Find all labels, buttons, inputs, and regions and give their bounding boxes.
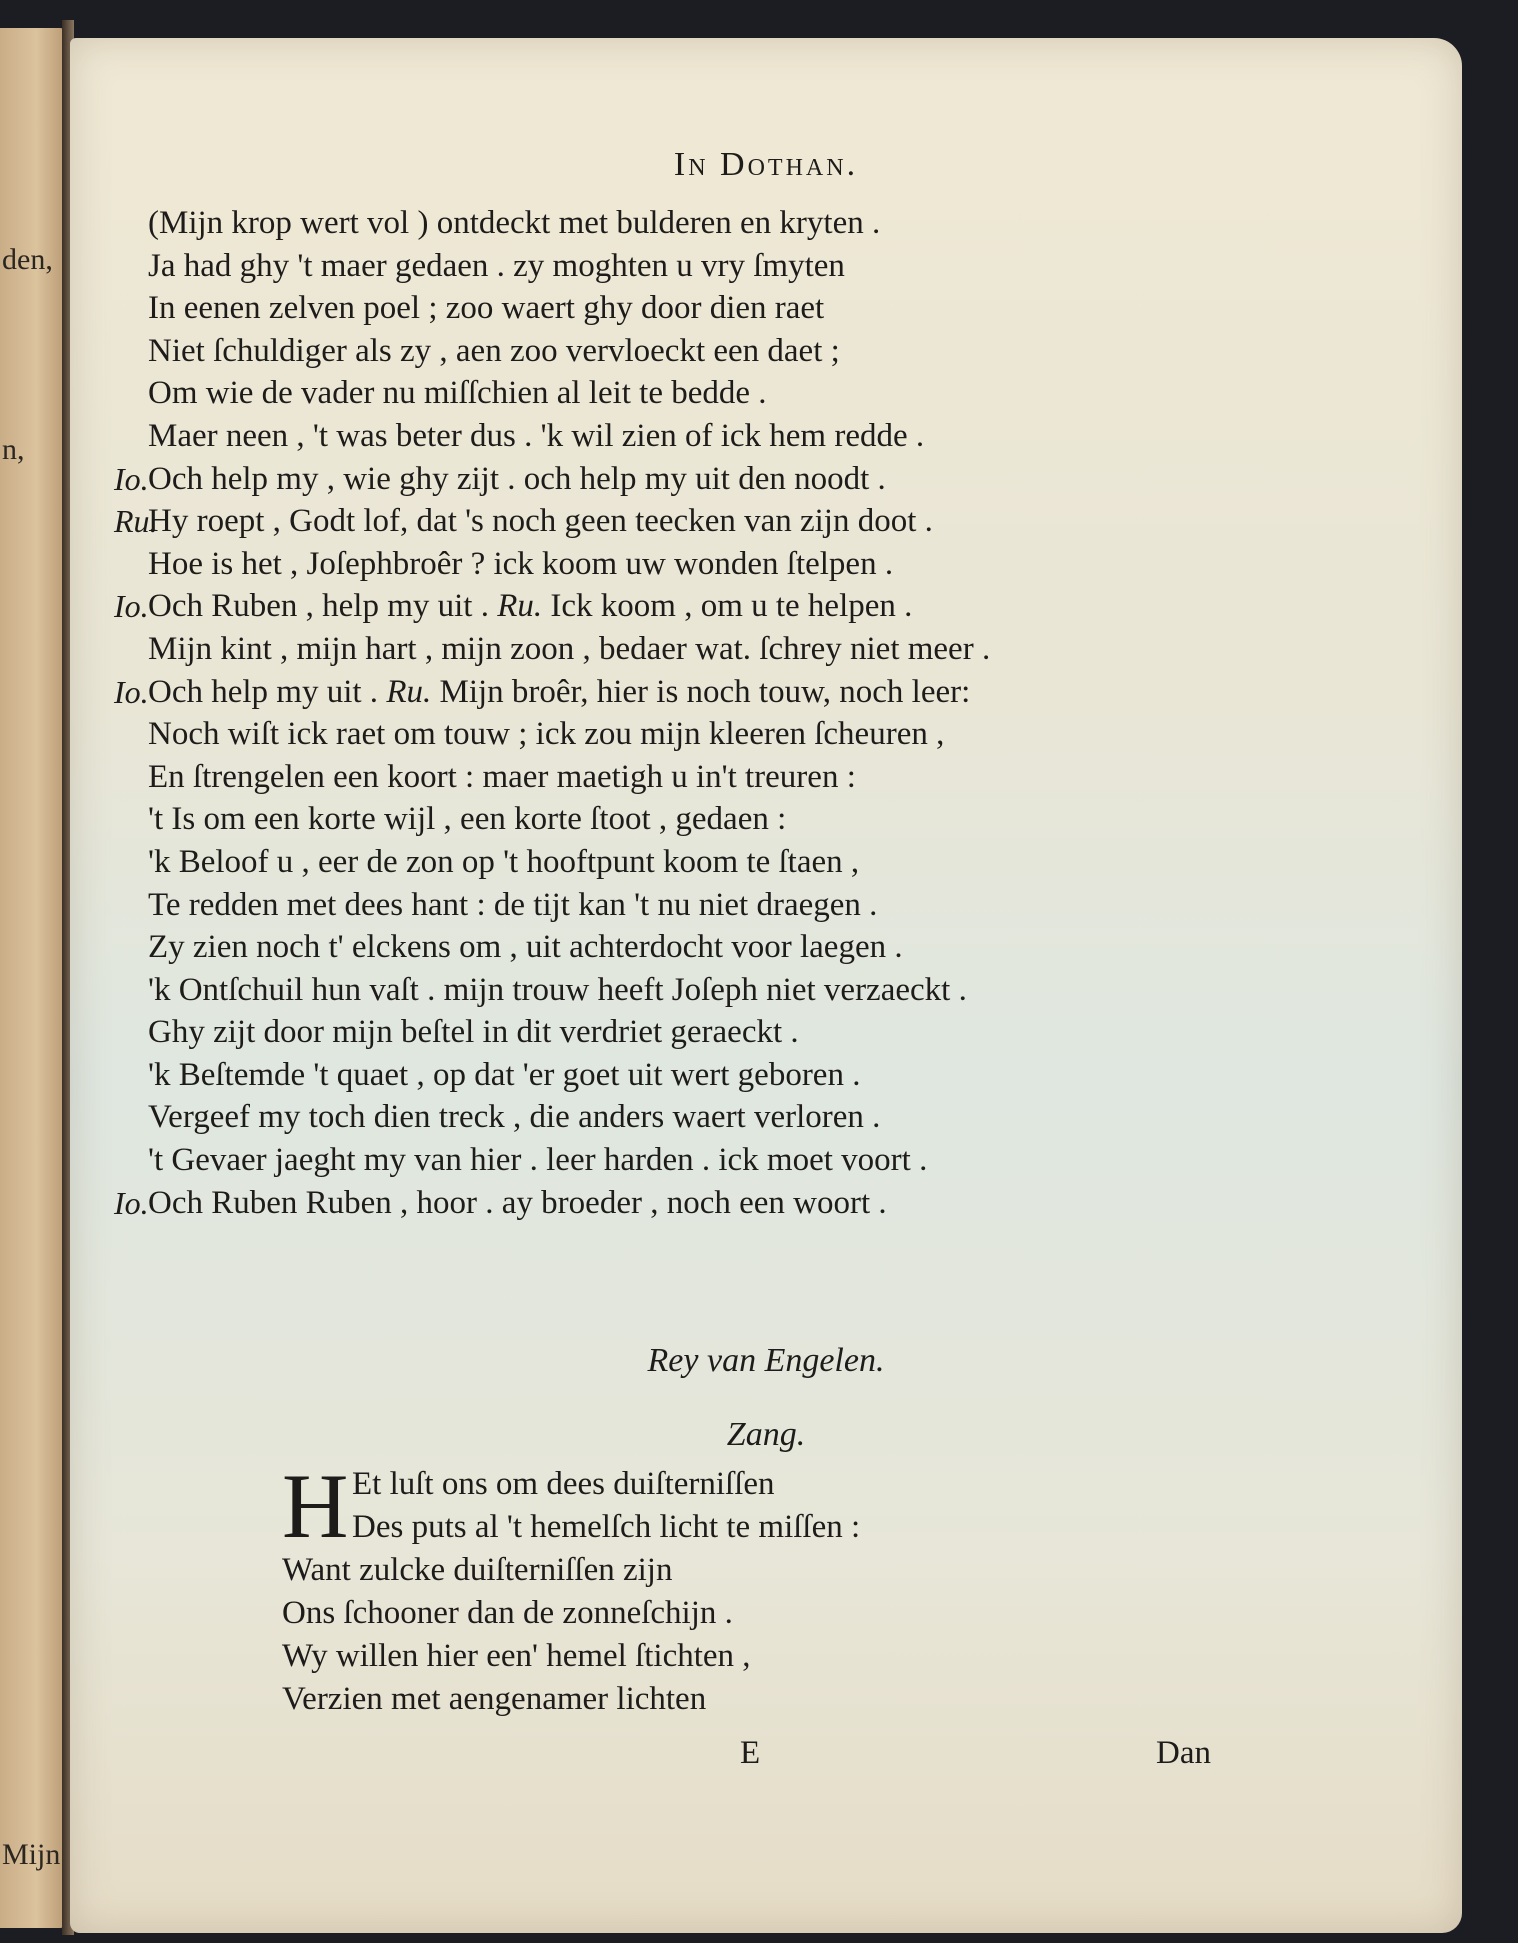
verse-text: 't Is om een korte wijl , een korte ſtoot , gedaen : (148, 801, 787, 838)
left-page-fragment: n, (2, 433, 25, 466)
verse-text: Och help my uit . (148, 673, 379, 710)
song-line: Des puts al 't hemelſch licht te miſſen : (352, 1509, 861, 1545)
verse-text: Och help my , wie ghy zijt . och help my uit den noodt . (148, 460, 886, 497)
verse-line (148, 628, 1408, 671)
verse-text: Och Ruben , help my uit . (148, 588, 489, 625)
verse-line (148, 841, 1408, 884)
verse-text: Ghy zijt door mijn beſtel in dit verdriet geraeckt . (148, 1014, 799, 1051)
speaker-label: Io. (114, 460, 149, 497)
verse-text: Zy zien noch t' elckens om , uit achterdocht voor laegen . (148, 929, 903, 966)
verse-text: Ick koom , om u te helpen . (550, 588, 913, 625)
verse-text: 'k Beſtemde 't quaet , op dat 'er goet uit wert geboren . (148, 1056, 861, 1093)
verse-line (114, 585, 1408, 628)
verse-text: (Mijn krop wert vol ) ontdeckt met bulderen en kryten . (148, 205, 881, 241)
verse-line (148, 884, 1408, 927)
drop-cap: H (282, 1455, 349, 1557)
song-block (282, 1455, 1182, 1721)
verse-line (148, 1096, 1408, 1139)
verse-text: Om wie de vader nu miſſchien al leit te bedde . (148, 375, 767, 412)
verse-text: In eenen zelven poel ; zoo waert ghy door dien raet (148, 290, 825, 327)
verse-line (148, 798, 1408, 841)
verse-line (148, 1054, 1408, 1097)
verse-text: 'k Ontſchuil hun vaſt . mijn trouw heeft Joſeph niet verzaeckt . (148, 971, 967, 1008)
verse-text: Ja had ghy 't maer gedaen . zy moghten u vry ſmyten (148, 247, 845, 284)
verse-text: En ſtrengelen een koort : maer maetigh u in't treuren : (148, 758, 856, 795)
signature-mark: E (740, 1735, 761, 1771)
running-head: In Dothan. (673, 146, 859, 183)
verse-line (148, 1139, 1408, 1182)
speaker-label: Ru. (386, 673, 432, 710)
verse-line (114, 500, 1408, 543)
verse-line (148, 543, 1408, 586)
verse-text: Maer neen , 't was beter dus . 'k wil zien of ick hem redde . (148, 417, 925, 454)
verse-line (148, 202, 1408, 245)
song-heading: Zang. (726, 1416, 806, 1453)
speaker-label: Ru. (114, 503, 158, 540)
verse-text: Vergeef my toch dien treck , die anders waert verloren . (148, 1099, 881, 1136)
verse-text: Mijn kint , mijn hart , mijn zoon , bedaer wat. ſchrey niet meer . (148, 630, 991, 667)
song-line: Ons ſchooner dan de zonneſchijn . (282, 1595, 733, 1631)
speaker-label: Io. (114, 588, 149, 625)
chorus-heading: Rey van Engelen. (647, 1342, 885, 1379)
speaker-label: Io. (114, 1184, 149, 1221)
verse-text: 't Gevaer jaeght my van hier . leer harden . ick moet voort . (148, 1142, 928, 1179)
verse-text: 'k Beloof u , eer de zon op 't hooftpunt koom te ſtaen , (148, 843, 860, 880)
verse-line (148, 969, 1408, 1012)
verse-text: Te redden met dees hant : de tijt kan 't nu niet draegen . (148, 886, 878, 923)
verse-text: Hoe is het , Joſephbroêr ? ick koom uw wonden ſtelpen . (148, 545, 894, 582)
verse-block (114, 202, 1408, 1224)
left-page-edge (0, 28, 66, 1928)
song-line: Want zulcke duiſterniſſen zijn (282, 1552, 673, 1588)
song-line: Verzien met aengenamer lichten (282, 1681, 707, 1717)
verse-text: Hy roept , Godt lof, dat 's noch geen teecken van zijn doot . (148, 503, 933, 540)
verse-line (148, 1011, 1408, 1054)
verse-line (148, 415, 1408, 458)
verse-text: Noch wiſt ick raet om touw ; ick zou mijn kleeren ſcheuren , (148, 716, 945, 753)
speaker-label: Ru. (497, 588, 543, 625)
book-page (70, 38, 1462, 1933)
verse-line (148, 330, 1408, 373)
page-text (70, 38, 1462, 1933)
verse-line (148, 245, 1408, 288)
verse-line (114, 458, 1408, 501)
verse-text: Och Ruben Ruben , hoor . ay broeder , noch een woort . (148, 1184, 887, 1221)
verse-line (148, 756, 1408, 799)
verse-line (148, 926, 1408, 969)
left-page-fragment: Mijn (2, 1838, 61, 1871)
song-line: Et luſt ons om dees duiſterniſſen (352, 1466, 775, 1502)
verse-line (114, 671, 1408, 714)
verse-line (148, 287, 1408, 330)
song-line: Wy willen hier een' hemel ſtichten , (282, 1638, 751, 1674)
catchword: Dan (1156, 1735, 1211, 1771)
left-page-fragment: den, (2, 243, 53, 276)
verse-line (148, 372, 1408, 415)
verse-text: Niet ſchuldiger als zy , aen zoo vervloeckt een daet ; (148, 332, 840, 369)
speaker-label: Io. (114, 673, 149, 710)
verse-line (148, 713, 1408, 756)
verse-line (114, 1182, 1408, 1225)
verse-text: Mijn broêr, hier is noch touw, noch leer: (439, 673, 971, 710)
